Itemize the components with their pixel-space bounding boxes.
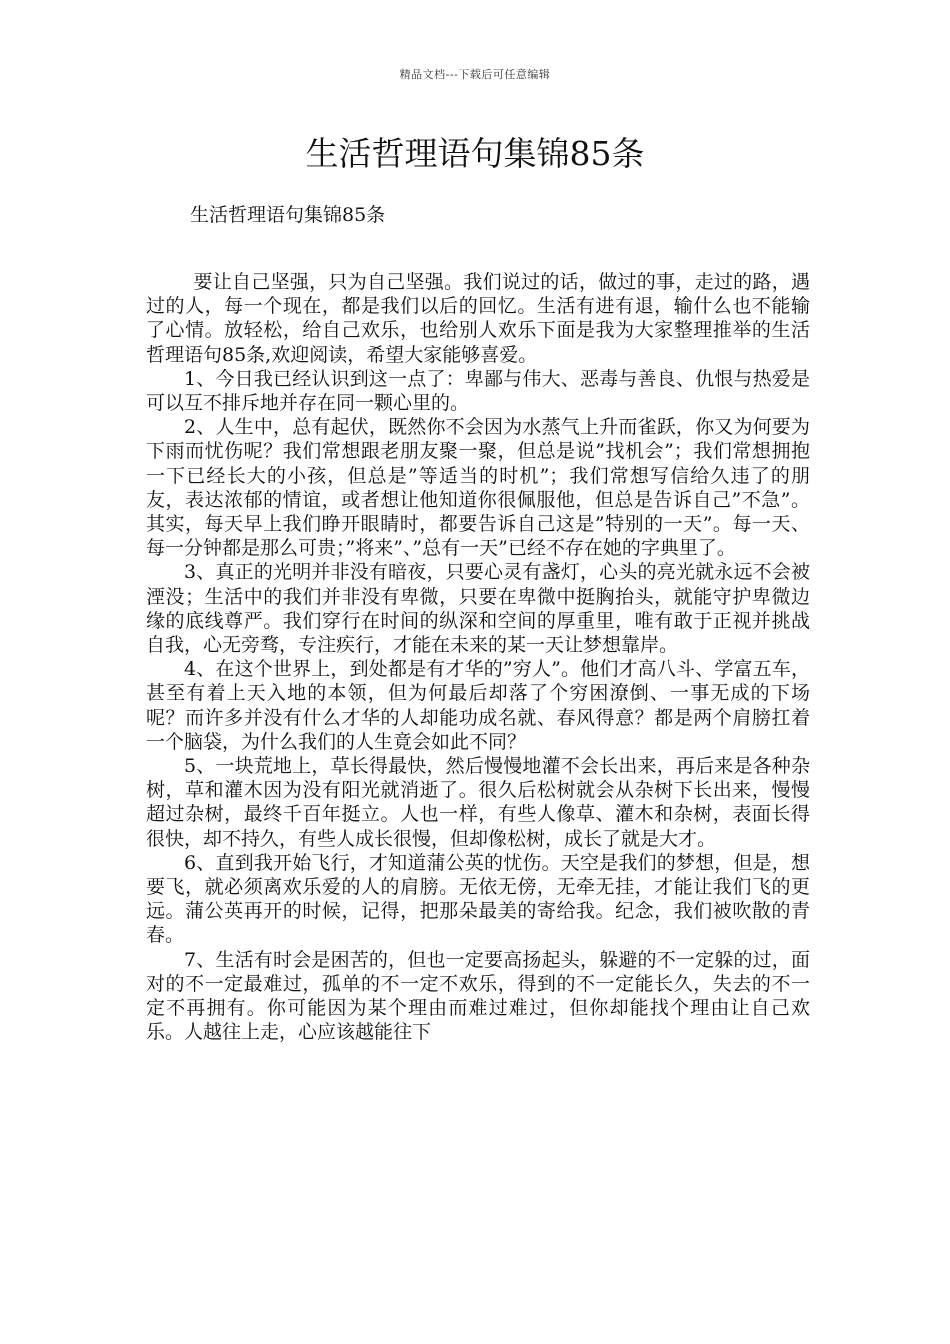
document-body	[146, 270, 810, 1045]
page-header-note: 精品文档---下载后可任意编辑	[399, 68, 551, 81]
intro-paragraph: 要让自己坚强，只为自己坚强。我们说过的话，做过的事，走过的路，遇过的人，每一个现在，都是我们以后的回忆。生活有进有退，输什么也不能输了心情。放轻松，给自己欢乐，也给别人欢乐下面是我为大家整理推举的生活哲理语句85条,欢迎阅读，希望大家能够喜爱。	[146, 271, 810, 366]
document-title: 生活哲理语句集锦85条	[305, 134, 645, 173]
quote-paragraph-2: 2、人生中，总有起伏，既然你不会因为水蒸气上升而雀跃，你又为何要为下雨而忧伤呢？我们常想跟老朋友聚一聚，但总是说”找机会”；我们常想拥抱一下已经长大的小孩，但总是”等适当的时机”；我们常想写信给久违了的朋友，表达浓郁的情谊，或者想让他知道你很佩服他，但总是告诉自己”不急”。其实，每天早上我们睁开眼睛时，都要告诉自己这是”特别的一天”。每一天、每一分钟都是那么可贵；”将来”、”总有一天”已经不存在她的字典里了。	[146, 416, 810, 560]
quote-paragraph-4: 4、在这个世界上，到处都是有才华的”穷人”。他们才高八斗、学富五车，甚至有着上天入地的本领，但为何最后却落了个穷困潦倒、一事无成的下场呢？而许多并没有什么才华的人却能功成名就、春风得意？都是两个肩膀扛着一个脑袋，为什么我们的人生竟会如此不同？	[146, 658, 810, 753]
quote-paragraph-6: 6、直到我开始飞行，才知道蒲公英的忧伤。天空是我们的梦想，但是，想要飞，就必须离欢乐爱的人的肩膀。无依无傍，无牵无挂，才能让我们飞的更远。蒲公英再开的时候，记得，把那朵最美的寄给我。纪念，我们被吹散的青春。	[146, 851, 810, 947]
quote-paragraph-1: 1、今日我已经认识到这一点了：卑鄙与伟大、恶毒与善良、仇恨与热爱是可以互不排斥地并存在同一颗心里的。	[146, 367, 810, 415]
quote-paragraph-7: 7、生活有时会是困苦的，但也一定要高扬起头，躲避的不一定躲的过，面对的不一定最难过，孤单的不一定不欢乐，得到的不一定能长久，失去的不一定不再拥有。你可能因为某个理由而难过难过，但你却能找个理由让自己欢乐。人越往上走，心应该越能往下	[146, 948, 810, 1044]
document-subtitle: 生活哲理语句集锦85条	[190, 204, 386, 226]
quote-paragraph-3: 3、真正的光明并非没有暗夜，只要心灵有盏灯，心头的亮光就永远不会被湮没；生活中的我们并非没有卑微，只要在卑微中挺胸抬头，就能守护卑微边缘的底线尊严。我们穿行在时间的纵深和空间的厚重里，唯有敢于正视并挑战自我，心无旁骛，专注疾行，才能在未来的某一天让梦想靠岸。	[146, 561, 810, 657]
quote-paragraph-5: 5、一块荒地上，草长得最快，然后慢慢地灌不会长出来，再后来是各种杂树，草和灌木因为没有阳光就消逝了。很久后松树就会从杂树下长出来，慢慢超过杂树，最终千百年挺立。人也一样，有些人像草、灌木和杂树，表面长得很快，却不持久，有些人成长很慢，但却像松树，成长了就是大才。	[146, 755, 810, 850]
